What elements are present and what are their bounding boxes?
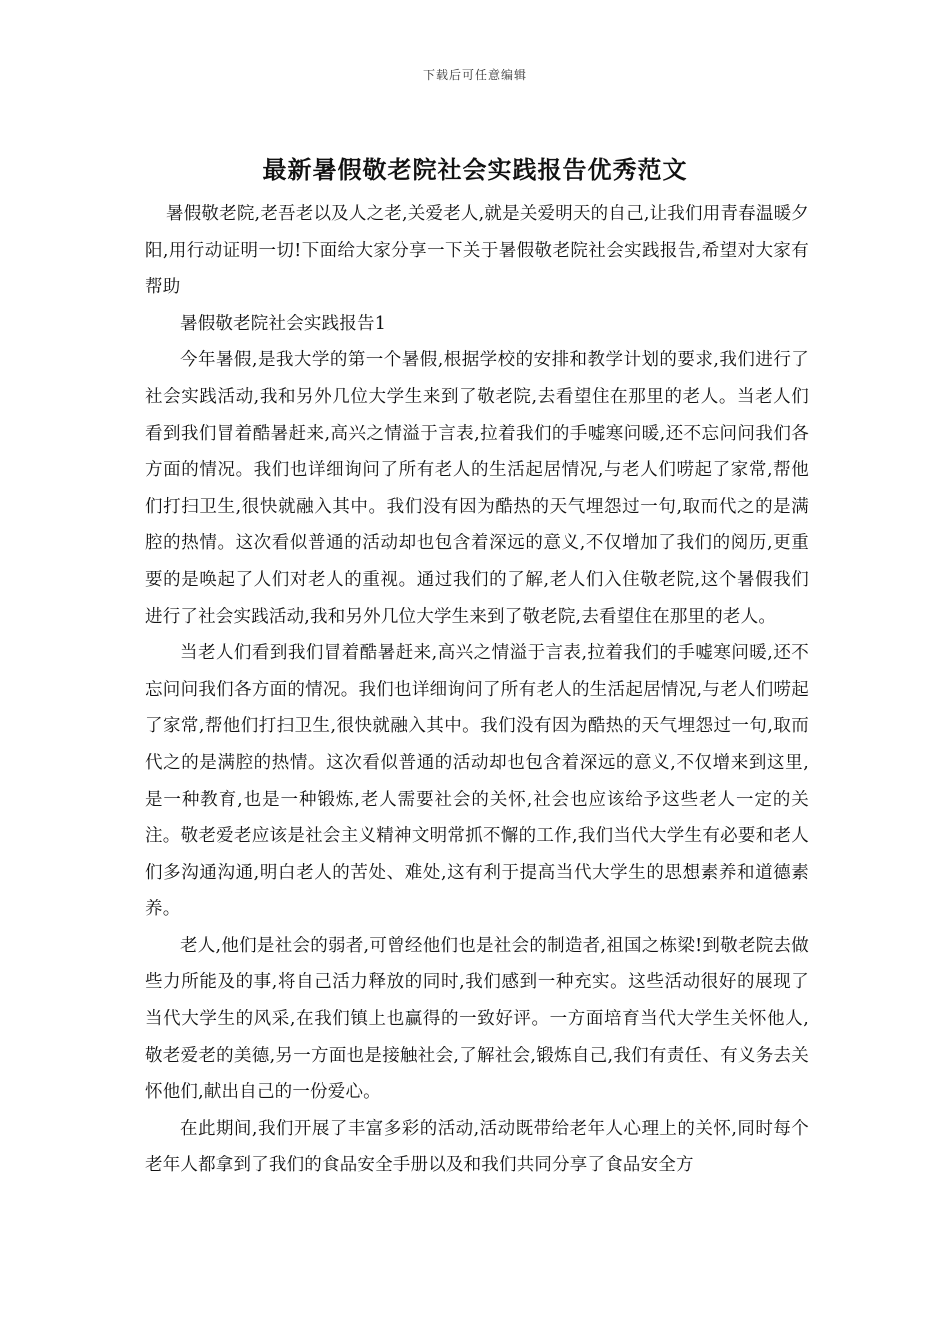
- intro-paragraph: 暑假敬老院,老吾老以及人之老,关爱老人,就是关爱明天的自己,让我们用青春温暖夕阳,用行动证明一切!下面给大家分享一下关于暑假敬老院社会实践报告,希望对大家有帮助: [145, 204, 809, 298]
- body-paragraph: 当老人们看到我们冒着酷暑赶来,高兴之情溢于言表,拉着我们的手嘘寒问暖,还不忘问问我们各方面的情况。我们也详细询问了所有老人的生活起居情况,与老人们唠起了家常,帮他们打扫卫生,很快就融入其中。我们没有因为酷热的天气埋怨过一句,取而代之的是满腔的热情。这次看似普通的活动却也包含着深远的意义,不仅增来到这里,是一种教育,也是一种锻炼,老人需要社会的关怀,社会也应该给予这些老人一定的关注。敬老爱老应该是社会主义精神文明常抓不懈的工作,我们当代大学生有必要和老人们多沟通沟通,明白老人的苦处、难处,这有利于提高当代大学生的思想素养和道德素养。: [145, 643, 809, 920]
- body-paragraph: 今年暑假,是我大学的第一个暑假,根据学校的安排和教学计划的要求,我们进行了社会实践活动,我和另外几位大学生来到了敬老院,去看望住在那里的老人。当老人们看到我们冒着酷暑赶来,高兴之情溢于言表,拉着我们的手嘘寒问暖,还不忘问问我们各方面的情况。我们也详细询问了所有老人的生活起居情况,与老人们唠起了家常,帮他们打扫卫生,很快就融入其中。我们没有因为酷热的天气埋怨过一句,取而代之的是满腔的热情。这次看似普通的活动却也包含着深远的意义,不仅增加了我们的阅历,更重要的是唤起了人们对老人的重视。通过我们的了解,老人们入住敬老院,这个暑假我们进行了社会实践活动,我和另外几位大学生来到了敬老院,去看望住在那里的老人。: [145, 350, 809, 627]
- header-note: 下载后可任意编辑: [422, 68, 527, 82]
- body-paragraph: 老人,他们是社会的弱者,可曾经他们也是社会的制造者,祖国之栋梁!到敬老院去做些力所能及的事,将自己活力释放的同时,我们感到一种充实。这些活动很好的展现了当代大学生的风采,在我们镇上也赢得的一致好评。一方面培育当代大学生关怀他人,敬老爱老的美德,另一方面也是接触社会,了解社会,锻炼自己,我们有责任、有义务去关怀他们,献出自己的一份爱心。: [145, 935, 809, 1103]
- document-body: [145, 196, 809, 1184]
- body-paragraph: 在此期间,我们开展了丰富多彩的活动,活动既带给老年人心理上的关怀,同时每个老年人都拿到了我们的食品安全手册以及和我们共同分享了食品安全方: [145, 1118, 809, 1176]
- document-title: 最新暑假敬老院社会实践报告优秀范文: [262, 155, 688, 184]
- section-heading: 暑假敬老院社会实践报告1: [180, 313, 387, 334]
